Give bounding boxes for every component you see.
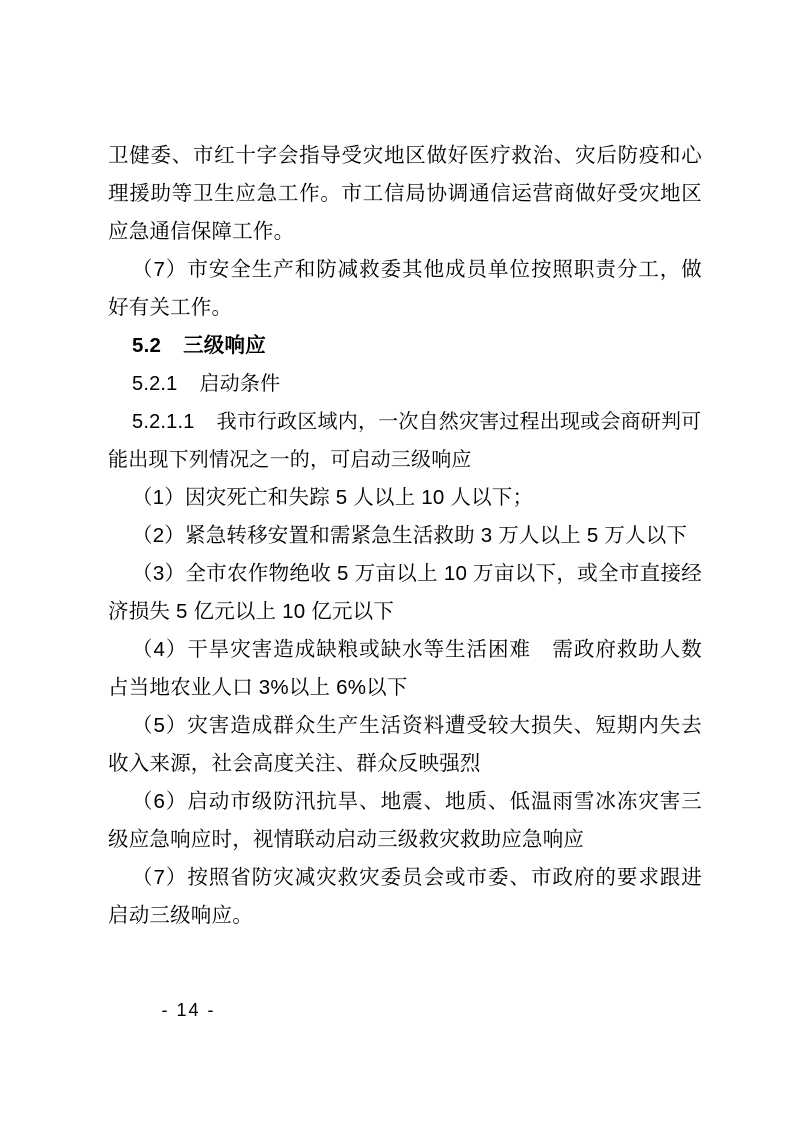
- heading-5-2-1-title: 启动条件: [199, 373, 281, 395]
- paragraph-condition-7: （7）按照省防灾减灾救灾委员会或市委、市政府的要求跟进启动三级响应。: [108, 866, 702, 927]
- page-footer: [0, 1000, 793, 1021]
- paragraph-5-2-1-1-number: 5.2.1.1: [132, 411, 195, 433]
- heading-5-2: [108, 327, 702, 365]
- paragraph-condition-5: （5）灾害造成群众生产生活资料遭受较大损失、短期内失去收入来源，社会高度关注、群众反映强烈: [108, 714, 702, 775]
- paragraph-item-7-members: （7）市安全生产和防减救委其他成员单位按照职责分工，做好有关工作。: [108, 258, 702, 319]
- paragraph-condition-3: （3）全市农作物绝收 5 万亩以上 10 万亩以下，或全市直接经济损失 5 亿元以上 10 亿元以下: [108, 562, 702, 623]
- paragraph-health-emergency: 卫健委、市红十字会指导受灾地区做好医疗救治、灾后防疫和心理援助等卫生应急工作。市工信局协调通信运营商做好受灾地区应急通信保障工作。: [108, 144, 702, 243]
- heading-5-2-number: 5.2: [132, 334, 162, 357]
- paragraph-condition-2: （2）紧急转移安置和需紧急生活救助 3 万人以上 5 万人以下: [132, 524, 688, 547]
- document-body: [108, 137, 702, 935]
- heading-5-2-title: 三级响应: [183, 334, 266, 357]
- page-number: - 14 -: [161, 1000, 216, 1020]
- heading-5-2-1-number: 5.2.1: [132, 373, 178, 395]
- paragraph-5-2-1-1-text: 我市行政区域内，一次自然灾害过程出现或会商研判可能出现下列情况之一的，可启动三级响应: [108, 411, 702, 471]
- paragraph-5-2-1-1: [108, 403, 702, 479]
- heading-5-2-1: [108, 365, 702, 403]
- paragraph-condition-6: （6）启动市级防汛抗旱、地震、地质、低温雨雪冰冻灾害三级应急响应时，视情联动启动三级救灾救助应急响应: [108, 790, 702, 851]
- paragraph-condition-1: （1）因灾死亡和失踪 5 人以上 10 人以下；: [132, 486, 534, 509]
- paragraph-condition-4: （4）干旱灾害造成缺粮或缺水等生活困难 需政府救助人数占当地农业人口 3%以上 6%以下: [108, 638, 702, 699]
